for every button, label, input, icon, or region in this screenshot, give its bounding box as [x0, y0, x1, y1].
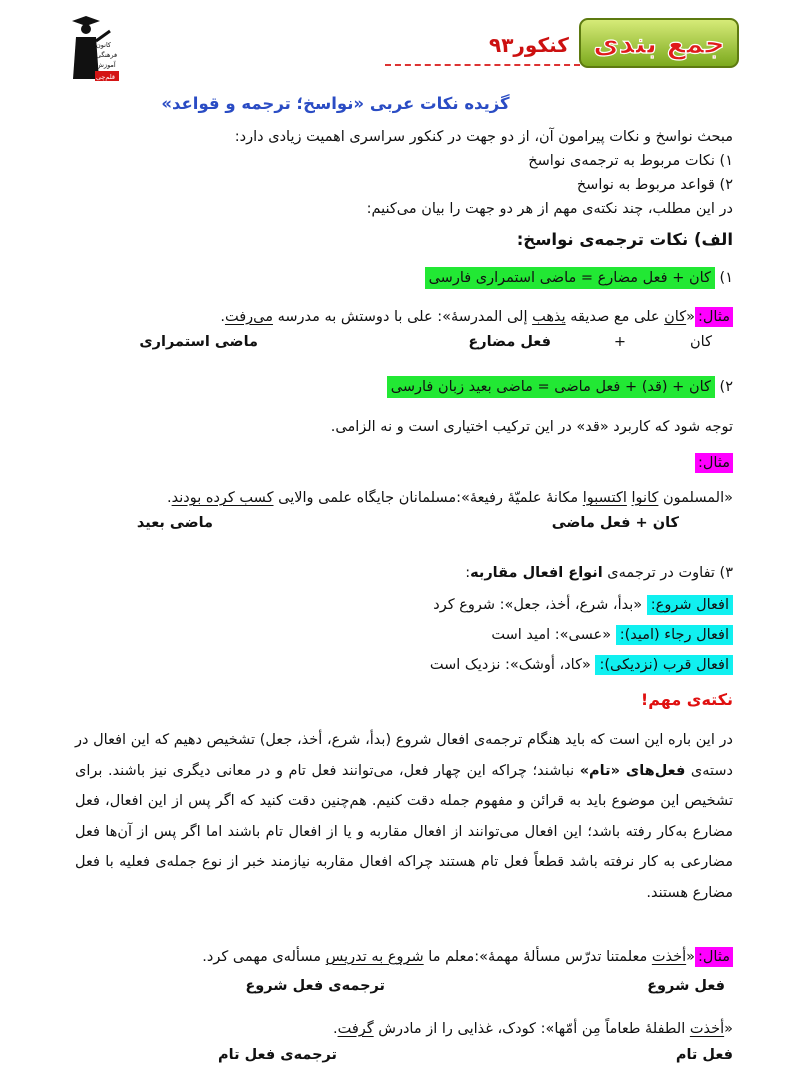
jam-bandi-badge — [578, 15, 740, 71]
example-1: مثال:«کان علی مع صدیقه یذهب إلی المدرسهٔ»: علی با دوستش به مدرسه می‌رفت. — [220, 309, 733, 325]
intro-line-4: در این مطلب، چند نکته‌ی مهم از هر دو جهت را بیان می‌کنیم: — [366, 201, 733, 217]
afal-raja-label: افعال رجاء (امید): — [616, 625, 733, 645]
ex2-label-formula: کان + فعل ماضی — [551, 515, 679, 531]
afal-qurb: افعال قرب (نزدیکی): «کاد، أوشک»: نزدیک است — [430, 657, 733, 673]
example-1-kan: کان — [664, 309, 687, 325]
ex3-label-left: ترجمه‌ی فعل شروع — [245, 978, 385, 994]
header-dashed-rule — [385, 64, 580, 66]
important-title: نکته‌ی مهم! — [640, 690, 733, 709]
example-2-label-row — [695, 455, 733, 471]
example-label: مثال: — [695, 947, 733, 967]
example-2-kasb: کسب کرده بودند — [171, 490, 274, 506]
section-a-title: الف) نکات ترجمه‌ی نواسخ: — [516, 230, 733, 249]
example-label: مثال: — [695, 453, 733, 473]
ex1-label-plus: + — [613, 334, 626, 350]
note-qad: توجه شود که کاربرد «قد» در این ترکیب اختیاری است و نه الزامی. — [330, 419, 733, 435]
example-2-kanu: کانوا — [631, 490, 659, 506]
example-3: مثال:«أخذت معلمتنا تدرّس مسألهٔ مهمهٔ»:معلم ما شروع به تدریس مسأله‌ی مهمی کرد. — [202, 949, 733, 965]
svg-text:جمع بندی: جمع بندی — [593, 27, 725, 60]
svg-text:کانون: کانون — [96, 41, 112, 49]
afal-qurb-label: افعال قرب (نزدیکی): — [595, 655, 733, 675]
rule-3-bold: انواع افعال مقاربه — [470, 565, 603, 581]
rule-2-formula: کان + (قد) + فعل ماضی = ماضی بعید زبان فارسی — [387, 376, 715, 398]
rule-2-number: ۲) — [719, 379, 733, 395]
header-title: کنکور۹۳ — [489, 33, 569, 57]
tam-verbs-bold: فعل‌های «تام» — [579, 762, 686, 779]
svg-text:آموزش: آموزش — [96, 61, 116, 69]
rule-2 — [387, 379, 733, 395]
ex3-label-right: فعل شروع — [647, 978, 725, 994]
ex4-label-right: فعل تام — [675, 1047, 733, 1063]
org-logo — [66, 13, 122, 103]
example-3-shoru: شروع به تدریس — [325, 949, 424, 965]
example-3-akhadhat: أخذت — [651, 949, 687, 965]
ex4-label-left: ترجمه‌ی فعل تام — [218, 1047, 337, 1063]
ex1-label-kan: کان — [690, 334, 712, 350]
afal-raja: افعال رجاء (امید): «عسی»: امید است — [491, 627, 733, 643]
svg-text:فرهنگی: فرهنگی — [96, 51, 118, 59]
example-2: «المسلمون کانوا اکتسبوا مکانهٔ علمیّهٔ رفیعهٔ»:مسلمانان جایگاه علمی والایی کسب کرده بودند. — [167, 490, 733, 506]
ex1-label-result: ماضی استمراری — [139, 334, 258, 350]
example-2-iktasabu: اکتسبوا — [582, 490, 627, 506]
intro-line-3: ۲) قواعد مربوط به نواسخ — [576, 177, 733, 193]
afal-shoru: افعال شروع: «بدأ، شرع، أخذ، جعل»: شروع کرد — [433, 597, 733, 613]
example-1-miraft: می‌رفت — [224, 309, 273, 325]
rule-1-formula: کان + فعل مضارع = ماضی استمراری فارسی — [425, 267, 715, 289]
afal-shoru-label: افعال شروع: — [647, 595, 733, 615]
intro-line-2: ۱) نکات مربوط به ترجمه‌ی نواسخ — [528, 153, 733, 169]
intro-line-1: مبحث نواسخ و نکات پیرامون آن، از دو جهت در کنکور سراسری اهمیت زیادی دارد: — [234, 129, 733, 145]
example-4-akhadhat: أخذت — [689, 1021, 725, 1037]
example-4: «أخذت الطفلهٔ طعاماً مِن أمّها»: کودک، غذایی را از مادرش گرفت. — [332, 1021, 733, 1037]
rule-1 — [425, 270, 733, 286]
example-4-gereft: گرفت — [337, 1021, 374, 1037]
example-label: مثال: — [695, 307, 733, 327]
rule-3: ۳) تفاوت در ترجمه‌ی انواع افعال مقاربه: — [465, 565, 733, 581]
ex2-label-result: ماضی بعید — [136, 515, 213, 531]
example-1-yadhhab: یذهب — [532, 309, 566, 325]
doc-title: گزیده نکات عربی «نواسخ؛ ترجمه و قواعد» — [161, 94, 510, 113]
rule-1-number: ۱) — [719, 270, 733, 286]
svg-text:قلم‌چی: قلم‌چی — [96, 73, 116, 81]
ex1-label-mudari: فعل مضارع — [468, 334, 551, 350]
important-paragraph: در این باره این است که باید هنگام ترجمه‌ی افعال شروع (بدأ، شرع، أخذ، جعل) تشخیص دهیم که این افعال در دسته‌ی فعل‌های «تام» نباشند؛ چراکه این چهار فعل، می‌توانند فعل تام و در معانی دیگری نیز باشند. برای تشخیص این موضوع باید به قرائن و مفهوم جمله دقت کنیم. هم‌چنین دقت کنید که اگر پس از این افعال، فعل مضارع به‌کار رفته باشد؛ این افعال می‌توانند از افعال مقاربه و یا از افعال تام باشند اما اگر پس از آن‌ها فعل مضارعی به کار نرفته باشد قطعاً فعل تام هستند چراکه افعال مقاربه نیازمند خبر از نوع جمله‌ی فعلیه با فعل مضارع هستند. — [75, 732, 734, 901]
